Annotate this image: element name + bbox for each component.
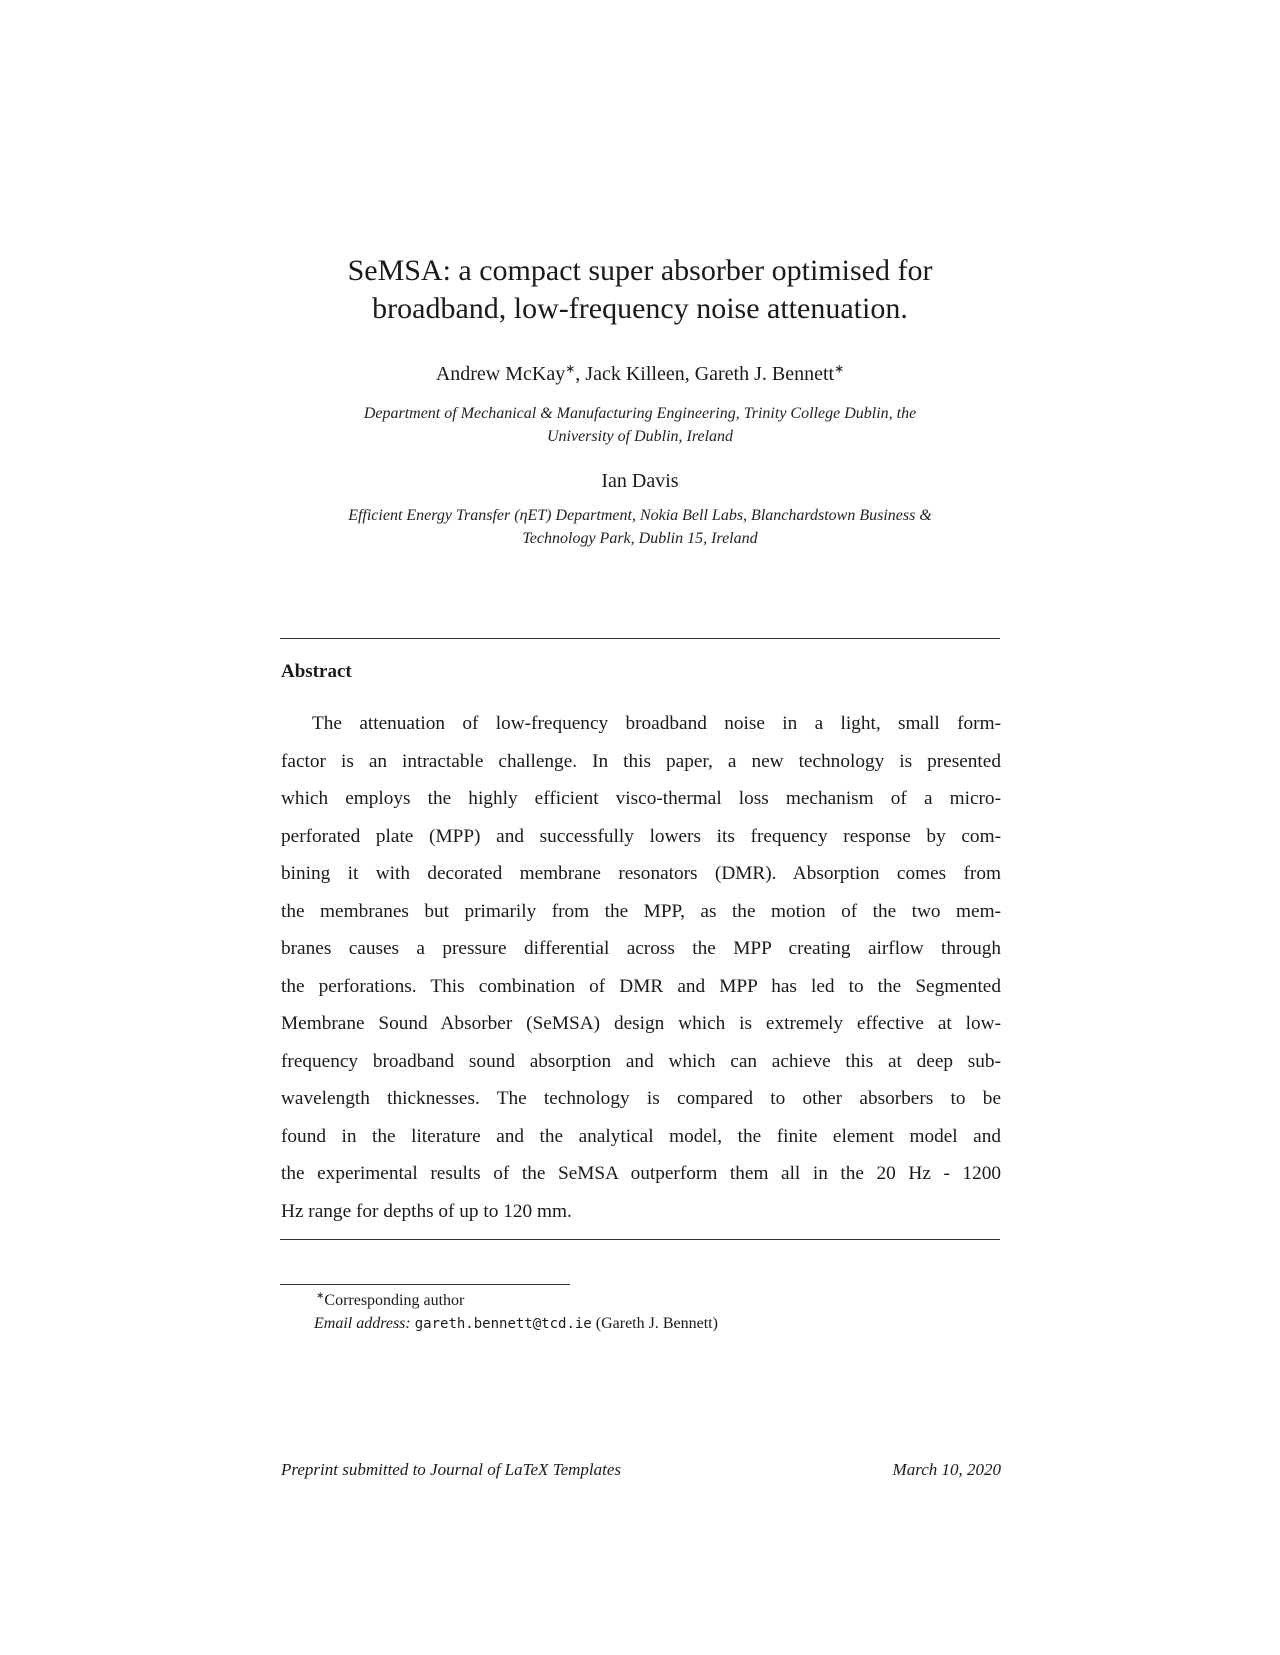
affiliation-1-line-1: Department of Mechanical & Manufacturing Engineering, Trinity College Dublin, the	[363, 405, 917, 422]
abstract-line: which employs the highly efficient visco-thermal loss mechanism of a micro-	[281, 788, 1001, 809]
abstract-line: branes causes a pressure differential across the MPP creating airflow through	[281, 938, 1001, 959]
author-second-group: Ian Davis	[601, 470, 679, 492]
paper-title	[200, 252, 1080, 328]
footer-date: March 10, 2020	[892, 1460, 1001, 1479]
abstract-body	[281, 705, 1001, 1230]
abstract-top-rule	[280, 638, 1000, 639]
abstract-line: The attenuation of low-frequency broadband noise in a light, small form-	[312, 713, 1001, 734]
footer-preprint: Preprint submitted to Journal of LaTeX Templates	[281, 1460, 622, 1479]
email-owner: (Gareth J. Bennett)	[595, 1315, 718, 1332]
affiliation-2-line-1: Efficient Energy Transfer (ηET) Department, Nokia Bell Labs, Blanchardstown Business &	[348, 507, 932, 524]
author-name: Andrew McKay	[435, 363, 566, 385]
abstract-line: found in the literature and the analytical model, the finite element model and	[281, 1125, 1001, 1147]
abstract-heading: Abstract	[281, 661, 352, 682]
abstract-line: factor is an intractable challenge. In this paper, a new technology is presented	[281, 750, 1001, 772]
title-line-1: SeMSA: a compact super absorber optimised for	[347, 254, 933, 287]
footnote	[280, 1289, 980, 1336]
affiliation-2	[240, 504, 1040, 550]
footnote-email	[280, 1312, 980, 1336]
abstract-line: perforated plate (MPP) and successfully lowers its frequency response by com-	[281, 825, 1001, 847]
footnote-rule	[280, 1284, 570, 1285]
footnote-corresponding-text: Corresponding author	[324, 1292, 465, 1309]
abstract-bottom-rule	[280, 1239, 1000, 1240]
abstract-line: the experimental results of the SeMSA outperform them all in the 20 Hz - 1200	[281, 1163, 1001, 1184]
footnote-corresponding	[280, 1289, 980, 1312]
author-list	[200, 362, 1080, 386]
abstract-line: Membrane Sound Absorber (SeMSA) design which is extremely effective at low-	[281, 1013, 1001, 1034]
affiliation-1-line-2: University of Dublin, Ireland	[546, 428, 734, 445]
corresponding-mark: ∗	[565, 361, 576, 376]
footnote-mark: ∗	[316, 1290, 325, 1302]
abstract-line: the perforations. This combination of DMR and MPP has led to the Segmented	[281, 975, 1001, 997]
affiliation-1	[260, 402, 1020, 448]
abstract-line: the membranes but primarily from the MPP, as the motion of the two mem-	[281, 900, 1001, 922]
abstract-line: wavelength thicknesses. The technology is compared to other absorbers to be	[281, 1088, 1001, 1109]
title-line-2: broadband, low-frequency noise attenuation.	[372, 292, 908, 325]
corresponding-mark: ∗	[834, 361, 845, 376]
email-address[interactable]: gareth.bennett@tcd.ie	[414, 1316, 592, 1332]
abstract-line: frequency broadband sound absorption and which can achieve this at deep sub-	[281, 1050, 1001, 1072]
abstract-line: bining it with decorated membrane resonators (DMR). Absorption comes from	[281, 863, 1001, 884]
email-label: Email address:	[314, 1315, 411, 1332]
author-names: , Jack Killeen, Gareth J. Bennett	[575, 363, 835, 385]
affiliation-2-line-2: Technology Park, Dublin 15, Ireland	[522, 530, 758, 547]
abstract-line: Hz range for depths of up to 120 mm.	[281, 1200, 572, 1222]
